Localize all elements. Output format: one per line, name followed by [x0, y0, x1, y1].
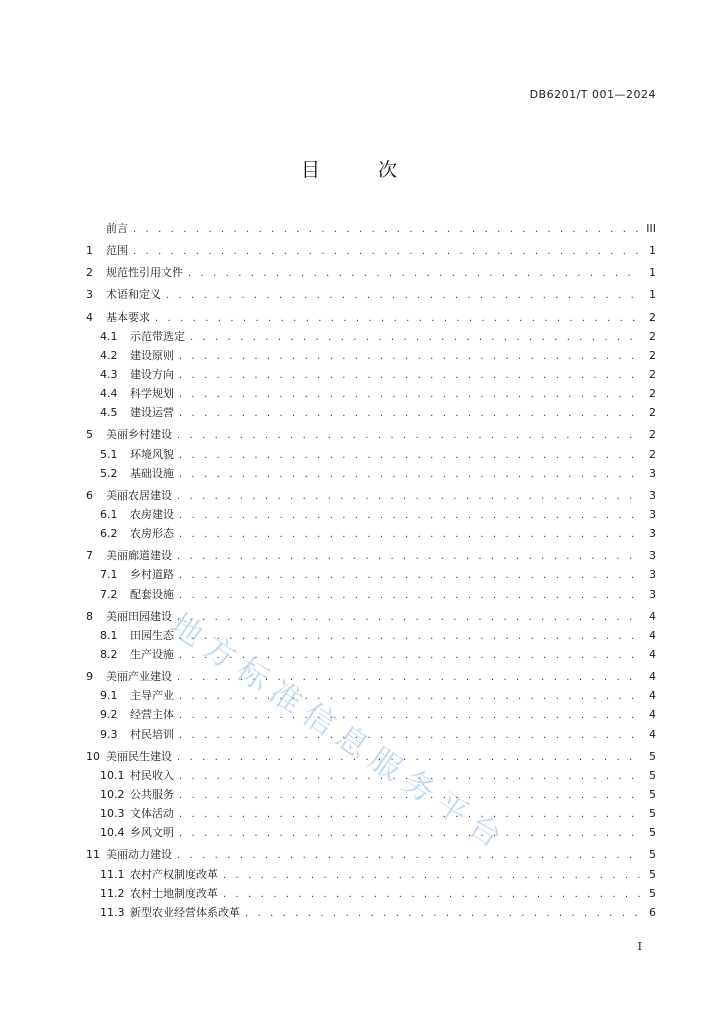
- toc-dot-leader: [179, 627, 641, 646]
- toc-dot-leader: [179, 385, 641, 404]
- toc-entry-label: 范围: [106, 244, 128, 258]
- toc-entry-number: 8.1: [100, 628, 118, 642]
- toc-entry-number: 10.4: [100, 826, 125, 840]
- toc-entry-page: III: [646, 222, 656, 235]
- toc-dot-leader: [179, 706, 641, 725]
- toc-dot-leader: [179, 586, 641, 605]
- toc-entry[interactable]: [86, 308, 656, 327]
- toc-entry[interactable]: [86, 626, 656, 645]
- toc-entry-number: 3: [86, 288, 93, 302]
- toc-dot-leader: [245, 904, 641, 923]
- toc-entry-page: 1: [649, 244, 656, 258]
- toc-entry-label: 美丽乡村建设: [106, 428, 172, 442]
- toc-entry[interactable]: [86, 667, 656, 686]
- toc-dot-leader: [177, 668, 641, 687]
- toc-entry-number: 11: [86, 848, 100, 862]
- toc-entry-label: 基本要求: [106, 310, 150, 324]
- toc-dot-leader: [133, 220, 641, 239]
- toc-entry[interactable]: [86, 607, 656, 626]
- toc-entry-number: 9.3: [100, 727, 118, 741]
- toc-entry-number: 6.2: [100, 527, 118, 541]
- toc-dot-leader: [166, 286, 641, 305]
- toc-entry[interactable]: [86, 725, 656, 744]
- toc-dot-leader: [177, 846, 641, 865]
- toc-entry-number: 2: [86, 266, 93, 280]
- toc-heading: 目 次: [300, 159, 424, 181]
- toc-entry-page: 4: [649, 727, 656, 741]
- toc-entry[interactable]: [86, 505, 656, 524]
- toc-entry[interactable]: [86, 546, 656, 565]
- toc-entry-page: 2: [649, 406, 656, 420]
- toc-dot-leader: [179, 404, 641, 423]
- toc-entry-page: 5: [649, 768, 656, 782]
- document-code: DB6201/T 001—2024: [529, 88, 656, 101]
- toc-entry-number: 9.2: [100, 708, 118, 722]
- toc-entry-page: 3: [649, 527, 656, 541]
- toc-entry-page: 3: [649, 568, 656, 582]
- toc-entry[interactable]: [86, 747, 656, 766]
- toc-entry-label: 主导产业: [130, 689, 174, 703]
- toc-dot-leader: [190, 328, 641, 347]
- toc-dot-leader: [179, 767, 641, 786]
- toc-entry[interactable]: [86, 645, 656, 664]
- toc-entry-page: 2: [649, 329, 656, 343]
- toc-entry-label: 农村产权制度改革: [130, 867, 218, 881]
- toc-entry-label: 建设方向: [130, 367, 174, 381]
- toc-dot-leader: [179, 646, 641, 665]
- toc-dot-leader: [223, 866, 641, 885]
- toc-entry-number: 6.1: [100, 507, 118, 521]
- toc-dot-leader: [179, 726, 641, 745]
- toc-entry-page: 5: [649, 787, 656, 801]
- toc-entry[interactable]: [86, 705, 656, 724]
- toc-entry[interactable]: [86, 486, 656, 505]
- toc-entry-number: 10.1: [100, 768, 125, 782]
- toc-entry-label: 前言: [106, 222, 128, 235]
- toc-entry-number: 11.1: [100, 867, 125, 881]
- toc-entry-page: 4: [649, 689, 656, 703]
- toc-entry-label: 术语和定义: [106, 288, 161, 302]
- toc-entry-label: 美丽田园建设: [106, 609, 172, 623]
- toc-entry[interactable]: [86, 464, 656, 483]
- toc-dot-leader: [177, 547, 641, 566]
- toc-entry-number: 5.1: [100, 447, 118, 461]
- toc-dot-leader: [179, 465, 641, 484]
- toc-entry-page: 4: [649, 708, 656, 722]
- toc-entry-label: 规范性引用文件: [106, 266, 183, 280]
- toc-entry-page: 3: [649, 488, 656, 502]
- toc-entry-label: 美丽产业建设: [106, 670, 172, 684]
- toc-entry-number: 4: [86, 310, 93, 324]
- toc-entry-label: 农房建设: [130, 507, 174, 521]
- toc-entry[interactable]: [86, 384, 656, 403]
- toc-entry[interactable]: [86, 263, 656, 282]
- toc-dot-leader: [179, 525, 641, 544]
- toc-entry-page: 3: [649, 466, 656, 480]
- toc-entry[interactable]: [86, 686, 656, 705]
- toc-entry-label: 乡村道路: [130, 568, 174, 582]
- toc-entry-number: 7.1: [100, 568, 118, 582]
- toc-entry-label: 美丽动力建设: [106, 848, 172, 862]
- toc-entry-label: 基础设施: [130, 466, 174, 480]
- toc-dot-leader: [223, 885, 641, 904]
- toc-entry-label: 生产设施: [130, 647, 174, 661]
- watermark-text: 地方标准信息服务平台: [163, 606, 516, 861]
- toc-entry-label: 田园生态: [130, 628, 174, 642]
- toc-entry[interactable]: [86, 785, 656, 804]
- toc-entry-number: 6: [86, 488, 93, 502]
- page-number: I: [637, 940, 642, 953]
- toc-entry[interactable]: [86, 903, 656, 922]
- toc-dot-leader: [179, 366, 641, 385]
- toc-entry-page: 5: [649, 886, 656, 900]
- toc-entry-page: 5: [649, 826, 656, 840]
- toc-entry-number: 4.2: [100, 348, 118, 362]
- toc-entry-label: 配套设施: [130, 587, 174, 601]
- toc-entry-label: 乡风文明: [130, 826, 174, 840]
- toc-entry-number: 5.2: [100, 466, 118, 480]
- toc-entry[interactable]: [86, 565, 656, 584]
- toc-entry[interactable]: [86, 524, 656, 543]
- toc-entry-page: 4: [649, 670, 656, 684]
- toc-dot-leader: [177, 426, 641, 445]
- toc-entry-page: 1: [649, 288, 656, 302]
- toc-entry[interactable]: [86, 219, 656, 238]
- toc-entry-page: 3: [649, 549, 656, 563]
- toc-entry-page: 6: [649, 905, 656, 919]
- toc-entry-number: 11.3: [100, 905, 125, 919]
- toc-entry-label: 农房形态: [130, 527, 174, 541]
- toc-entry-number: 11.2: [100, 886, 125, 900]
- toc-entry-number: 5: [86, 428, 93, 442]
- toc-entry-label: 环境风貌: [130, 447, 174, 461]
- toc-dot-leader: [188, 264, 641, 283]
- toc-entry-page: 4: [649, 609, 656, 623]
- toc-entry-number: 9: [86, 670, 93, 684]
- toc-entry-page: 3: [649, 507, 656, 521]
- toc-dot-leader: [179, 446, 641, 465]
- toc-dot-leader: [133, 242, 641, 261]
- toc-entry-page: 5: [649, 807, 656, 821]
- toc-entry-page: 1: [649, 266, 656, 280]
- toc-entry-page: 4: [649, 628, 656, 642]
- toc-entry[interactable]: [86, 865, 656, 884]
- toc-entry-label: 建设运营: [130, 406, 174, 420]
- toc-entry-label: 美丽民生建设: [106, 749, 172, 763]
- toc-entry-number: 9.1: [100, 689, 118, 703]
- toc-entry-page: 2: [649, 447, 656, 461]
- toc-entry-label: 村民收入: [130, 768, 174, 782]
- toc-entry[interactable]: [86, 445, 656, 464]
- toc-entry[interactable]: [86, 766, 656, 785]
- toc-entry-label: 美丽农居建设: [106, 488, 172, 502]
- toc-entry-number: 7.2: [100, 587, 118, 601]
- table-of-contents: [86, 216, 656, 922]
- toc-entry-number: 4.5: [100, 406, 118, 420]
- toc-entry-number: 7: [86, 549, 93, 563]
- toc-entry-number: 10.2: [100, 787, 125, 801]
- toc-entry-label: 公共服务: [130, 787, 174, 801]
- toc-entry-label: 示范带选定: [130, 329, 185, 343]
- toc-entry-number: 4.1: [100, 329, 118, 343]
- toc-entry-page: 5: [649, 848, 656, 862]
- toc-entry[interactable]: [86, 403, 656, 422]
- toc-entry-label: 村民培训: [130, 727, 174, 741]
- toc-dot-leader: [177, 487, 641, 506]
- toc-entry-number: 4.4: [100, 387, 118, 401]
- toc-entry-label: 建设原则: [130, 348, 174, 362]
- toc-dot-leader: [179, 805, 641, 824]
- toc-entry-page: 2: [649, 348, 656, 362]
- toc-entry-label: 文体活动: [130, 807, 174, 821]
- toc-entry[interactable]: [86, 425, 656, 444]
- toc-entry-label: 新型农业经营体系改革: [130, 905, 240, 919]
- toc-entry[interactable]: [86, 845, 656, 864]
- toc-dot-leader: [177, 608, 641, 627]
- toc-entry-label: 科学规划: [130, 387, 174, 401]
- toc-entry[interactable]: [86, 327, 656, 346]
- toc-entry-page: 2: [649, 387, 656, 401]
- toc-dot-leader: [179, 506, 641, 525]
- toc-entry-page: 3: [649, 587, 656, 601]
- toc-entry-label: 美丽廊道建设: [106, 549, 172, 563]
- toc-entry[interactable]: [86, 804, 656, 823]
- toc-entry-page: 4: [649, 647, 656, 661]
- toc-entry-page: 2: [649, 367, 656, 381]
- toc-entry[interactable]: [86, 585, 656, 604]
- toc-entry-page: 2: [649, 310, 656, 324]
- toc-entry-label: 农村土地制度改革: [130, 886, 218, 900]
- toc-entry-number: 8.2: [100, 647, 118, 661]
- toc-entry[interactable]: [86, 241, 656, 260]
- toc-entry[interactable]: [86, 884, 656, 903]
- toc-entry[interactable]: [86, 365, 656, 384]
- toc-entry[interactable]: [86, 285, 656, 304]
- toc-dot-leader: [179, 687, 641, 706]
- toc-entry-number: 10.3: [100, 807, 125, 821]
- toc-entry-label: 经营主体: [130, 708, 174, 722]
- toc-dot-leader: [179, 786, 641, 805]
- toc-dot-leader: [179, 347, 641, 366]
- toc-entry-number: 8: [86, 609, 93, 623]
- toc-dot-leader: [155, 309, 641, 328]
- toc-entry-number: 4.3: [100, 367, 118, 381]
- toc-entry-page: 2: [649, 428, 656, 442]
- toc-dot-leader: [179, 824, 641, 843]
- toc-entry[interactable]: [86, 823, 656, 842]
- toc-entry-number: 10: [86, 749, 100, 763]
- toc-entry-page: 5: [649, 867, 656, 881]
- toc-entry-page: 5: [649, 749, 656, 763]
- toc-dot-leader: [179, 566, 641, 585]
- toc-entry-number: 1: [86, 244, 93, 258]
- toc-dot-leader: [177, 748, 641, 767]
- toc-entry[interactable]: [86, 346, 656, 365]
